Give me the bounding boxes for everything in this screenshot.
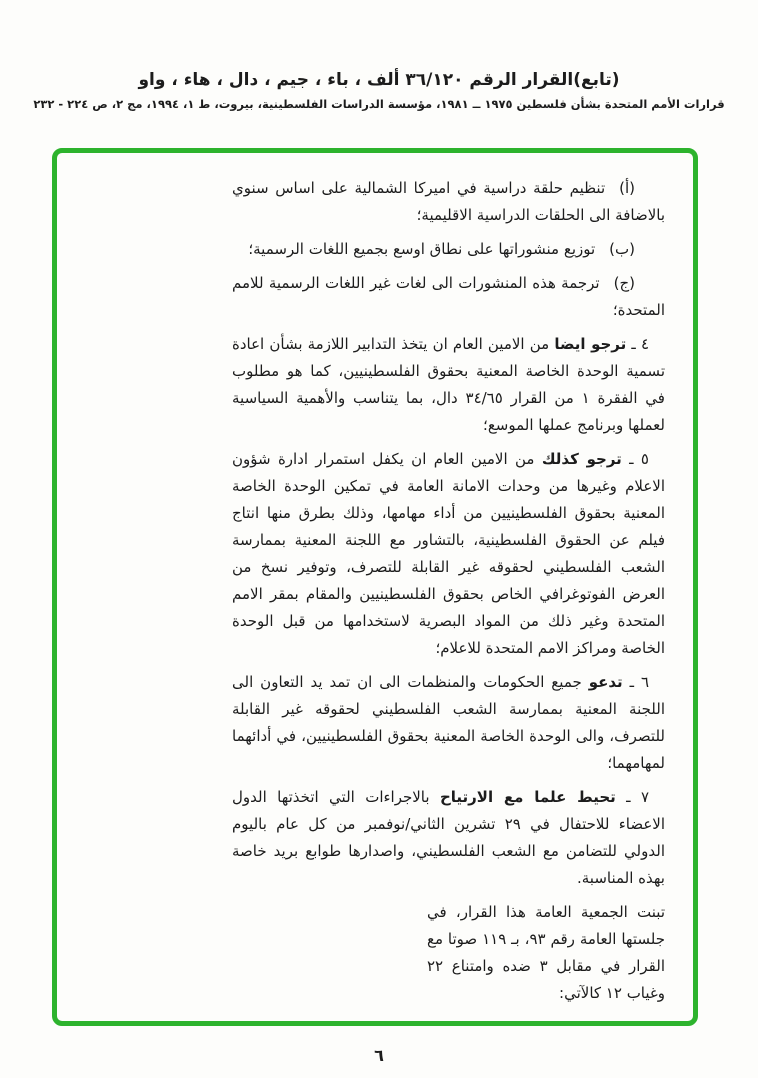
page-number: ٦ (374, 1046, 384, 1065)
clause-action-bold: ترجو كذلك (541, 450, 622, 468)
clause-marker: ٧ ـ (615, 788, 650, 806)
clause-marker: (أ) (619, 179, 635, 197)
clause-marker: ٦ ـ (622, 673, 649, 691)
document-header (0, 70, 758, 111)
clause-7 (232, 784, 665, 892)
clause-b (232, 236, 665, 263)
clause-marker: (ب) (609, 240, 635, 258)
clause-text: توزيع منشوراتها على نطاق اوسع بجميع اللغات الرسمية؛ (248, 240, 596, 258)
clause-text: جميع الحكومات والمنظمات الى ان تمد يد التعاون الى اللجنة المعنية بممارسة الشعب الفلسطيني لحقوقه غير القابلة للتصرف، والى الوحدة الخاصة المعنية بحقوق الفلسطينيين، في أدائهما لمهامهما؛ (232, 673, 665, 772)
clause-6 (232, 669, 665, 777)
clause-action-bold: تدعو (588, 673, 623, 691)
clause-action-bold: ترجو ايضا (554, 335, 627, 353)
clause-4 (232, 331, 665, 439)
clause-text: تنظيم حلقة دراسية في اميركا الشمالية على اساس سنوي بالاضافة الى الحلقات الدراسية الاقليمية؛ (232, 179, 665, 224)
clause-marker: ٥ ـ (621, 450, 649, 468)
clause-text: من الامين العام ان يكفل استمرار ادارة شؤون الاعلام وغيرها من وحدات الامانة العامة في تمكين الوحدة الخاصة المعنية بحقوق الفلسطينيين من أداء مهامها، وذلك بطرق منها انتاج فيلم عن الحقوق الفلسطينية، بالتشاور مع اللجنة المعنية بممارسة الشعب الفلسطيني لحقوقه غير القابلة للتصرف، وتوفير نسخ من العرض الفوتوغرافي الخاص بحقوق الفلسطينيين والمقام بمقر الامم المتحدة وغير ذلك من المواد البصرية لاستخدامها من قبل الوحدة الخاصة ومراكز الامم المتحدة للاعلام؛ (232, 450, 665, 657)
clause-a (232, 175, 665, 229)
clause-5 (232, 446, 665, 662)
clause-action-bold: تحيط علما مع الارتياح (439, 788, 616, 806)
clause-c (232, 270, 665, 324)
source-citation: قرارات الأمم المتحدة بشأن فلسطين ١٩٧٥ ــ ١٩٨١، مؤسسة الدراسات الفلسطينية، بيروت، ط ١، ١٩٩٤، مج ٢، ص ٢٢٤ - ٢٣٢ (33, 97, 725, 111)
green-highlight-box (52, 148, 698, 1026)
clause-text: بالاجراءات التي اتخذتها الدول الاعضاء للاحتفال في ٢٩ تشرين الثاني/نوفمبر من كل عام باليوم الدولي للتضامن مع الشعب الفلسطيني، واصدارها طوابع بريد خاصة بهذه المناسبة. (232, 788, 665, 887)
clause-marker: ٤ ـ (626, 335, 650, 353)
adoption-note: تبنت الجمعية العامة هذا القرار، في جلستها العامة رقم ٩٣، بـ ١١٩ صوتا مع القرار في مقابل ٣ ضده وامتناع ٢٢ وغياب ١٢ كالآتي: (427, 903, 666, 1002)
resolution-body (232, 175, 665, 1007)
clause-marker: (ج) (613, 274, 635, 292)
clause-text: من الامين العام ان يتخذ التدابير اللازمة بشأن اعادة تسمية الوحدة الخاصة المعنية بحقوق الفلسطينيين، كما هو مطلوب في الفقرة ١ من القرار ٣٤/٦٥ دال، بما يتناسب والأهمية السياسية لعملها وبرنامج عملها الموسع؛ (232, 335, 665, 434)
clause-text: ترجمة هذه المنشورات الى لغات غير اللغات الرسمية للامم المتحدة؛ (232, 274, 665, 319)
document-title: (تابع)القرار الرقم ٣٦/١٢٠ ألف ، باء ، جيم ، دال ، هاء ، واو (138, 70, 620, 90)
